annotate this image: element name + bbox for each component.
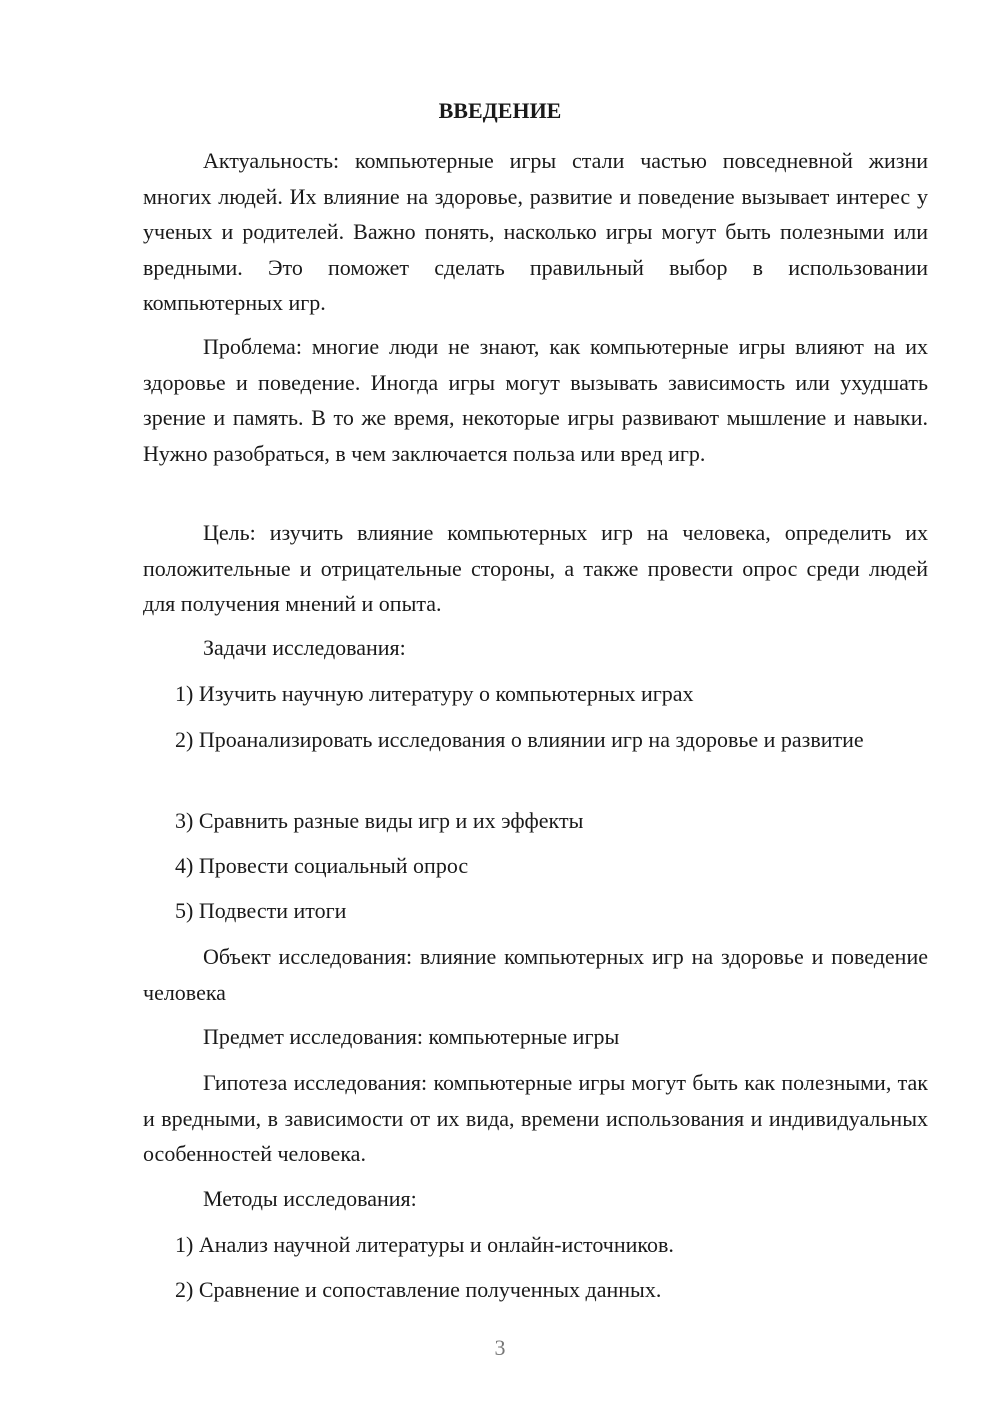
page-number: 3 [494,1335,506,1360]
paragraph-goal: Цель: изучить влияние компьютерных игр на человека, определить их положительные и отрицательные стороны, а также провести опрос среди людей для получения мнений и опыта. [143,520,928,616]
paragraph-hypothesis: Гипотеза исследования: компьютерные игры могут быть как полезными, так и вредными, в зависимости от их вида, времени использования и индивидуальных особенностей человека. [143,1070,928,1166]
paragraph-tasks-heading: Задачи исследования: [203,635,406,660]
paragraph-methods-heading: Методы исследования: [203,1186,417,1211]
list-item-task-1: 1) Изучить научную литературу о компьютерных играх [175,681,694,706]
list-item-method-2: 2) Сравнение и сопоставление полученных данных. [175,1277,662,1302]
list-item-task-5: 5) Подвести итоги [175,898,347,923]
list-item-method-1: 1) Анализ научной литературы и онлайн-источников. [175,1232,674,1257]
paragraph-problem: Проблема: многие люди не знают, как компьютерные игры влияют на их здоровье и поведение. Иногда игры могут вызывать зависимость или ухудшать зрение и память. В то же время, некоторые игры развивают мышление и навыки. Нужно разобраться, в чем заключается польза или вред игр. [143,334,928,466]
list-item-task-2: 2) Проанализировать исследования о влиянии игр на здоровье и развитие [175,727,864,752]
paragraph-relevance: Актуальность: компьютерные игры стали частью повседневной жизни многих людей. Их влияние на здоровье, развитие и поведение вызывает интерес у ученых и родителей. Важно понять, насколько игры могут быть полезными или вредными. Это поможет сделать правильный выбор в использовании компьютерных игр. [143,148,928,315]
page-title: ВВЕДЕНИЕ [438,98,562,123]
list-item-task-3: 3) Сравнить разные виды игр и их эффекты [175,808,584,833]
paragraph-subject: Предмет исследования: компьютерные игры [203,1024,620,1049]
paragraph-object: Объект исследования: влияние компьютерных игр на здоровье и поведение человека [143,944,928,1005]
list-item-task-4: 4) Провести социальный опрос [175,853,469,878]
